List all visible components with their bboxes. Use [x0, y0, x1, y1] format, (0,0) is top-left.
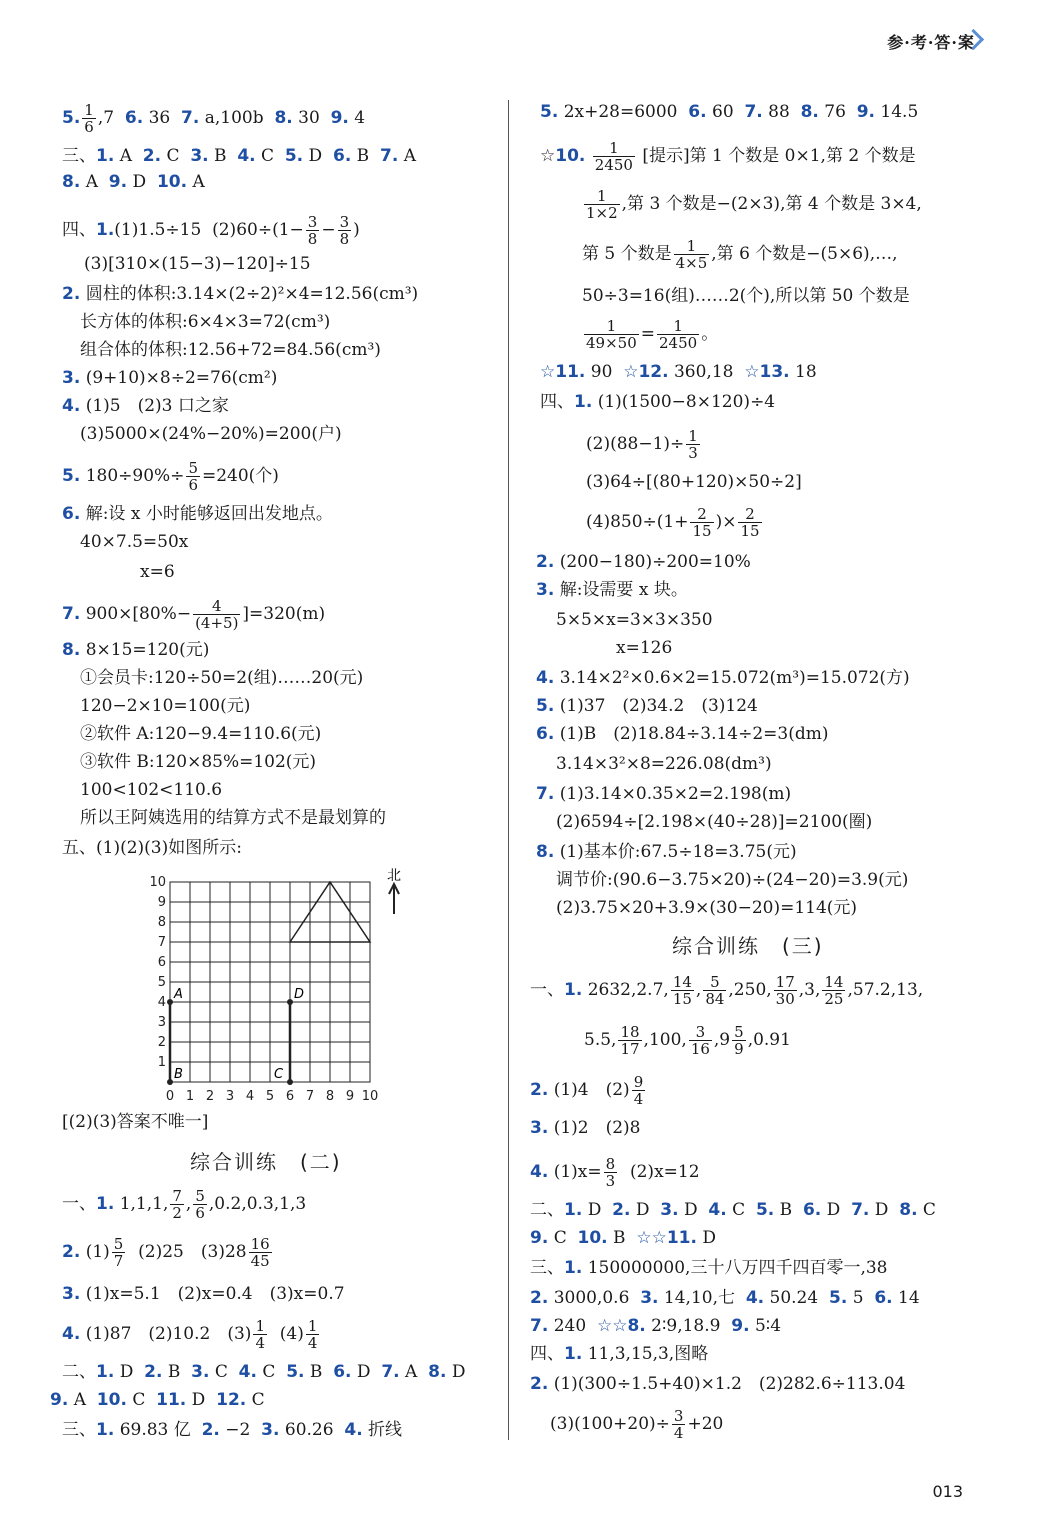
x-tick-label: 2	[205, 1089, 215, 1104]
item-answer: 5	[847, 1288, 875, 1308]
answer-line: $\frac{1}{49\times 50}$ = $\frac{1}{2450}$ 。	[586, 317, 719, 352]
answer-line: 所以王阿姨选用的结算方式不是最划算的	[80, 808, 386, 828]
item-answer: D	[351, 1362, 382, 1382]
item-answer: C	[256, 1362, 287, 1382]
item-number: 8.	[899, 1200, 918, 1220]
item-number: 4.	[745, 1288, 765, 1308]
point-label-d: D	[294, 987, 305, 1002]
answer-line: 3. (1)2 (2)8	[530, 1118, 641, 1138]
answer-line: (2)3.75×20+3.9×(30−20)=114(元)	[556, 898, 858, 918]
north-label: 北	[387, 868, 401, 884]
y-tick-label: 8	[157, 915, 166, 930]
item-number: 1.	[96, 1362, 115, 1382]
item-answer: 50.24	[764, 1288, 829, 1308]
column-divider	[508, 100, 509, 1440]
answer-line: 7. 900×[80%− $\frac{4}{(4+5)}$ ]=320(m)	[62, 597, 326, 632]
item-answer: 360,18	[668, 362, 745, 382]
item-number: 8.	[428, 1362, 447, 1382]
answer-line: 4. (1)5 (2)3 口之家	[62, 396, 229, 416]
item-number: ☆11.	[540, 362, 586, 382]
x-tick-label: 10	[361, 1089, 379, 1104]
x-tick-label: 9	[345, 1089, 355, 1104]
answer-line: 三、1. 69.83 亿 2. −2 3. 60.26 4. 折线	[62, 1420, 413, 1440]
answer-line: 5. $\frac{1}{6}$ ,7 6. 36 7. a,100b 8. 30 9. 4	[62, 101, 366, 136]
item-answer: D	[446, 1362, 477, 1382]
item-answer: A	[399, 1362, 429, 1382]
point-label-b: B	[174, 1067, 183, 1082]
page-number: 013	[932, 1482, 963, 1501]
item-answer: 88	[762, 102, 801, 122]
y-tick-label: 9	[157, 895, 166, 910]
answer-line: (3)5000×(24%−20%)=200(户)	[80, 424, 342, 444]
item-number: 7.	[851, 1200, 870, 1220]
item-answer: 69.83 亿	[114, 1420, 202, 1440]
y-tick-label: 7	[157, 935, 166, 950]
item-number: 9.	[530, 1228, 549, 1248]
item-number: 9.	[108, 172, 128, 192]
answer-line: (3)64÷[(80+120)×50÷2]	[586, 472, 802, 492]
item-number: 9.	[50, 1390, 69, 1410]
y-tick-label: 4	[157, 995, 166, 1010]
item-answer: C	[246, 1390, 276, 1410]
item-number: 10.	[156, 172, 188, 192]
item-answer: D	[303, 146, 333, 166]
answer-line: 120−2×10=100(元)	[80, 696, 251, 716]
answer-line: 三、1. 150000000,三十八万四千四百零一,38	[530, 1258, 888, 1278]
item-number: 7.	[530, 1316, 549, 1336]
item-answer: D	[696, 1228, 727, 1248]
item-answer: D	[114, 1362, 145, 1382]
item-answer: A	[114, 146, 143, 166]
answer-line: 6. (1)B (2)18.84÷3.14÷2=3(dm)	[536, 724, 829, 744]
item-answer: 折线	[362, 1420, 413, 1440]
item-number: 6.	[688, 102, 707, 122]
x-tick-label: 0	[165, 1089, 175, 1104]
item-number: 10.	[577, 1228, 608, 1248]
answer-line: 40×7.5=50x	[80, 532, 189, 552]
answer-line: 3. 解:设需要 x 块。	[536, 580, 688, 600]
item-number: ☆☆11.	[636, 1228, 697, 1248]
item-number: 4.	[344, 1420, 363, 1440]
answer-line: 二、1. D 2. B 3. C 4. C 5. B 6. D 7. A 8. D	[62, 1362, 477, 1382]
answer-line: 三、1. A 2. C 3. B 4. C 5. D 6. B 7. A	[62, 146, 427, 166]
item-number: 3.	[191, 1362, 210, 1382]
item-answer: 2x+28=6000	[558, 102, 689, 122]
answer-line: 4. (1)87 (2)10.2 (3) $\frac{1}{4}$ (4) $\frac{1}{4}$	[62, 1317, 318, 1352]
item-answer: C	[726, 1200, 756, 1220]
answer-line: 第 5 个数是 $\frac{1}{4\times 5}$ ,第 6 个数是−(5×6),…,	[582, 237, 898, 272]
answer-line: 四、1. (1)(1500−8×120)÷4	[540, 392, 776, 412]
item-number: 2.	[144, 1362, 163, 1382]
answer-line: ③软件 B:120×85%=102(元)	[80, 752, 317, 772]
y-tick-label: 10	[149, 875, 166, 890]
answer-line: 一、1. 1,1,1, $\frac{7}{2}$ , $\frac{5}{6}$ ,0.2,0.3,1,3	[62, 1187, 307, 1222]
answer-line: 2. 圆柱的体积:3.14×(2÷2)²×4=12.56(cm³)	[62, 284, 419, 304]
item-answer: C	[161, 146, 191, 166]
item-answer: B	[304, 1362, 334, 1382]
item-answer: C	[548, 1228, 578, 1248]
answer-line: 四、1. 11,3,15,3,图略	[530, 1344, 709, 1364]
item-number: 2.	[142, 146, 162, 166]
item-number: 3.	[660, 1200, 679, 1220]
item-number: 10.	[96, 1390, 127, 1410]
answer-line: (2)6594÷[2.198×(40÷28)]=2100(圈)	[556, 812, 873, 832]
answer-line: 二、1. D 2. D 3. D 4. C 5. B 6. D 7. D 8. C	[530, 1200, 947, 1220]
item-number: 6.	[333, 1362, 352, 1382]
answer-line: (2)(88−1)÷ $\frac{1}{3}$	[586, 427, 698, 462]
item-answer: 14	[892, 1288, 931, 1308]
answer-line: 五、(1)(2)(3)如图所示:	[62, 838, 242, 858]
item-number: 6.	[332, 146, 352, 166]
item-number: 11.	[156, 1390, 187, 1410]
point-label-c: C	[274, 1067, 284, 1082]
item-number: 5.	[284, 146, 304, 166]
item-number: ☆13.	[744, 362, 790, 382]
item-answer: A	[398, 146, 427, 166]
answer-line: ①会员卡:120÷50=2(组)……20(元)	[80, 668, 364, 688]
answer-line: (4)850÷(1+ $\frac{2}{15}$ )× $\frac{2}{15}$	[586, 505, 760, 540]
item-number: 5.	[286, 1362, 305, 1382]
item-answer: 2∶9,18.9	[645, 1316, 732, 1336]
point-label-a: A	[174, 987, 183, 1002]
item-answer: A	[187, 172, 216, 192]
answer-line	[530, 1226, 727, 1250]
item-answer: 5∶4	[749, 1316, 792, 1336]
x-tick-label: 5	[265, 1089, 275, 1104]
answer-line: (3)(100+20)÷ $\frac{3}{4}$ +20	[550, 1407, 724, 1442]
answer-line: ②软件 A:120−9.4=110.6(元)	[80, 724, 322, 744]
item-number: 3.	[190, 146, 209, 166]
answer-line: (3)[310×(15−3)−120]÷15	[84, 254, 311, 274]
answer-line: 6. 解:设 x 小时能够返回出发地点。	[62, 504, 333, 524]
answer-line: 2. (1)(300÷1.5+40)×1.2 (2)282.6÷113.04	[530, 1374, 906, 1394]
item-number: 5.	[755, 1200, 775, 1220]
item-answer: B	[208, 146, 238, 166]
y-tick-label: 6	[157, 955, 166, 970]
item-number: 9.	[856, 102, 876, 122]
answer-line: 2. (1) $\frac{5}{7}$ (2)25 (3)28 $\frac{16}{45}$	[62, 1235, 270, 1270]
answer-line: x=6	[140, 562, 175, 582]
item-number: ☆☆8.	[596, 1316, 646, 1336]
y-tick-label: 3	[157, 1015, 166, 1030]
answer-line: 50÷3=16(组)……2(个),所以第 50 个数是	[582, 286, 910, 306]
x-tick-label: 4	[245, 1089, 255, 1104]
item-answer: 76	[818, 102, 857, 122]
item-answer: −2	[219, 1420, 262, 1440]
item-number: 4.	[238, 1362, 257, 1382]
item-answer: D	[127, 172, 157, 192]
item-answer: D	[186, 1390, 217, 1410]
coordinate-grid	[140, 866, 420, 1106]
answer-line: 3. (9+10)×8÷2=76(cm²)	[62, 368, 278, 388]
item-number: 4.	[237, 146, 256, 166]
x-tick-label: 6	[285, 1089, 295, 1104]
answer-line: 一、1. 2632,2.7, $\frac{14}{15}$ , $\frac{5}{84}$ ,250, $\frac{17}{30}$ ,3, $\frac{14}{25}$ ,57.2,13,	[530, 973, 924, 1008]
item-answer: 90	[585, 362, 624, 382]
item-number: 4.	[708, 1200, 727, 1220]
item-answer: D	[821, 1200, 852, 1220]
answer-line	[62, 170, 216, 194]
item-number: 12.	[216, 1390, 247, 1410]
item-answer: D	[869, 1200, 900, 1220]
page-header: 参·考·答·案	[887, 33, 975, 52]
answer-line: 四、1.(1)1.5÷15 (2)60÷(1− $\frac{3}{8}$ − $\frac{3}{8}$ )	[62, 213, 360, 248]
item-answer: 240	[548, 1316, 597, 1336]
item-answer: B	[351, 146, 380, 166]
y-tick-label: 2	[157, 1035, 166, 1050]
answer-line: 组合体的体积:12.56+72=84.56(cm³)	[80, 340, 381, 360]
x-tick-label: 8	[325, 1089, 335, 1104]
item-answer: 14,10,七	[658, 1288, 746, 1308]
item-number: 7.	[381, 1362, 400, 1382]
item-answer: 3000,0.6	[548, 1288, 641, 1308]
answer-line	[540, 100, 929, 124]
item-answer: A	[80, 172, 109, 192]
x-tick-label: 1	[185, 1089, 195, 1104]
item-answer: 14.5	[875, 102, 930, 122]
answer-line: ☆10. $\frac{1}{2450}$ [提示]第 1 个数是 0×1,第 2 个数是	[540, 139, 916, 174]
item-number: 8.	[800, 102, 819, 122]
item-answer: B	[162, 1362, 192, 1382]
answer-line: 2. (200−180)÷200=10%	[536, 552, 751, 572]
item-number: 1.	[96, 1420, 115, 1440]
answer-line: 5. 180÷90%÷ $\frac{5}{6}$ =240(个)	[62, 459, 279, 494]
item-number: 5.	[540, 102, 559, 122]
item-number: 7.	[744, 102, 763, 122]
answer-line: 5.5, $\frac{18}{17}$ ,100, $\frac{3}{16}$ ,9 $\frac{5}{9}$ ,0.91	[584, 1023, 791, 1058]
section-title: 综合训练 (三)	[672, 934, 824, 958]
item-answer: D	[630, 1200, 661, 1220]
item-number: 6.	[802, 1200, 822, 1220]
item-number: 6.	[874, 1288, 893, 1308]
y-tick-label: 5	[157, 975, 166, 990]
y-tick-label: 1	[157, 1055, 166, 1070]
item-number: 2.	[612, 1200, 631, 1220]
answer-line: x=126	[616, 638, 673, 658]
answer-line: [(2)(3)答案不唯一]	[62, 1112, 209, 1132]
section-title: 综合训练 (二)	[190, 1150, 342, 1174]
answer-line	[540, 360, 827, 384]
answer-line	[50, 1388, 275, 1412]
item-answer: 18	[789, 362, 828, 382]
answer-line: 100<102<110.6	[80, 780, 223, 800]
item-number: 5.	[829, 1288, 848, 1308]
item-number: 3.	[640, 1288, 659, 1308]
answer-line: 3. (1)x=5.1 (2)x=0.4 (3)x=0.7	[62, 1284, 345, 1304]
item-answer: D	[678, 1200, 709, 1220]
answer-line: 调节价:(90.6−3.75×20)÷(24−20)=3.9(元)	[556, 870, 909, 890]
item-answer: C	[209, 1362, 239, 1382]
item-number: 2.	[201, 1420, 220, 1440]
answer-line: 7. (1)3.14×0.35×2=2.198(m)	[536, 784, 792, 804]
x-tick-label: 7	[305, 1089, 315, 1104]
item-answer: 60.26	[279, 1420, 345, 1440]
item-number: 8.	[62, 172, 81, 192]
answer-line: 8. (1)基本价:67.5÷18=3.75(元)	[536, 842, 797, 862]
item-number: ☆12.	[623, 362, 669, 382]
answer-line: 8. 8×15=120(元)	[62, 640, 210, 660]
item-answer: C	[917, 1200, 947, 1220]
item-answer: C	[255, 146, 285, 166]
answer-line: 长方体的体积:6×4×3=72(cm³)	[80, 312, 331, 332]
answer-line: 5×5×x=3×3×350	[556, 610, 713, 630]
item-answer: C	[126, 1390, 157, 1410]
answer-line: $\frac{1}{1\times 2}$ ,第 3 个数是−(2×3),第 4 个数是 3×4,	[586, 187, 922, 222]
item-answer: B	[607, 1228, 637, 1248]
answer-line: 4. 3.14×2²×0.6×2=15.072(m³)=15.072(方)	[536, 668, 910, 688]
answer-line: 2. (1)4 (2) $\frac{9}{4}$	[530, 1073, 644, 1108]
answer-line: 3.14×3²×8=226.08(dm³)	[556, 754, 772, 774]
answer-line: 5. (1)37 (2)34.2 (3)124	[536, 696, 758, 716]
item-answer: B	[774, 1200, 803, 1220]
item-number: 2.	[530, 1288, 549, 1308]
item-answer: A	[68, 1390, 97, 1410]
item-number: 7.	[380, 146, 399, 166]
item-number: 1.	[564, 1200, 583, 1220]
answer-line	[530, 1314, 792, 1338]
answer-line: 4. (1)x= $\frac{8}{3}$ (2)x=12	[530, 1155, 700, 1190]
item-answer: D	[582, 1200, 613, 1220]
item-answer: 60	[706, 102, 745, 122]
item-number: 1.	[96, 146, 115, 166]
answer-line	[530, 1286, 930, 1310]
item-number: 3.	[261, 1420, 280, 1440]
item-number: 9.	[731, 1316, 750, 1336]
x-tick-label: 3	[225, 1089, 235, 1104]
